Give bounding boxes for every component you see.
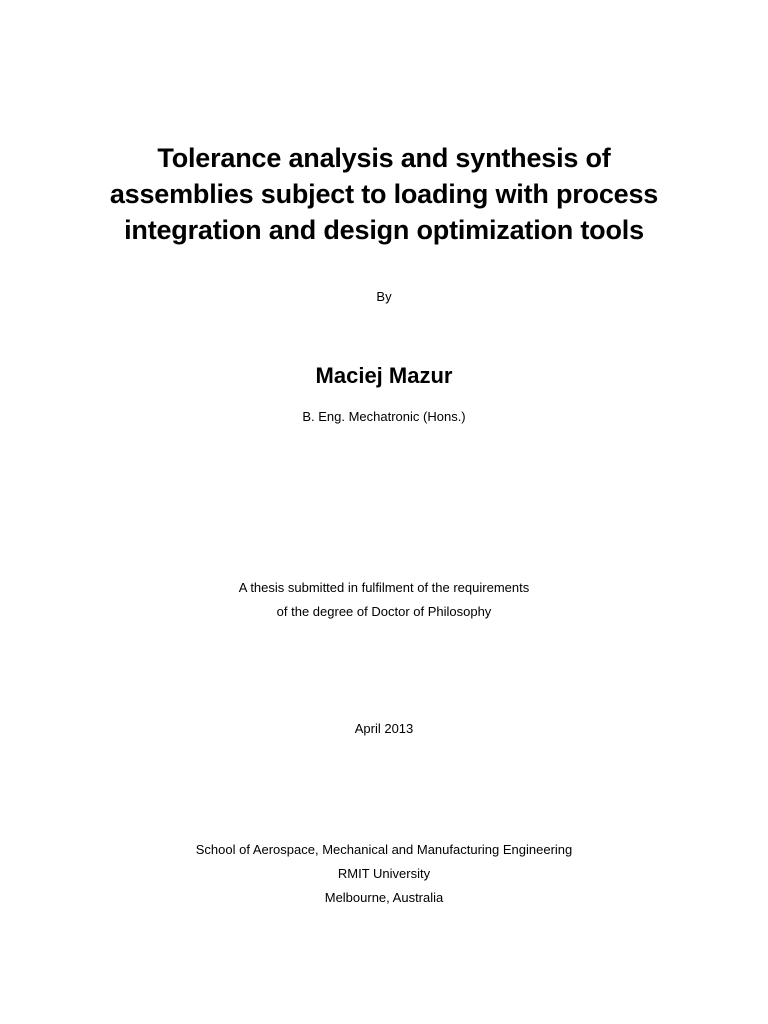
submission-date: April 2013 [354, 721, 414, 736]
by-label: By [376, 289, 392, 304]
thesis-statement [0, 576, 768, 624]
thesis-title-line-2: assemblies subject to loading with process [109, 179, 659, 209]
affiliation [0, 838, 768, 910]
thesis-title-line-1: Tolerance analysis and synthesis of [157, 143, 611, 173]
author-degree: B. Eng. Mechatronic (Hons.) [302, 409, 466, 424]
affiliation-university: RMIT University [337, 866, 431, 881]
thesis-title-line-3: integration and design optimization tools [124, 215, 644, 245]
affiliation-school: School of Aerospace, Mechanical and Manufacturing Engineering [195, 842, 573, 857]
thesis-statement-line-1: A thesis submitted in fulfilment of the requirements [238, 580, 530, 595]
affiliation-location: Melbourne, Australia [324, 890, 444, 905]
thesis-title [0, 140, 768, 248]
author-name: Maciej Mazur [315, 363, 453, 388]
thesis-statement-line-2: of the degree of Doctor of Philosophy [276, 604, 492, 619]
